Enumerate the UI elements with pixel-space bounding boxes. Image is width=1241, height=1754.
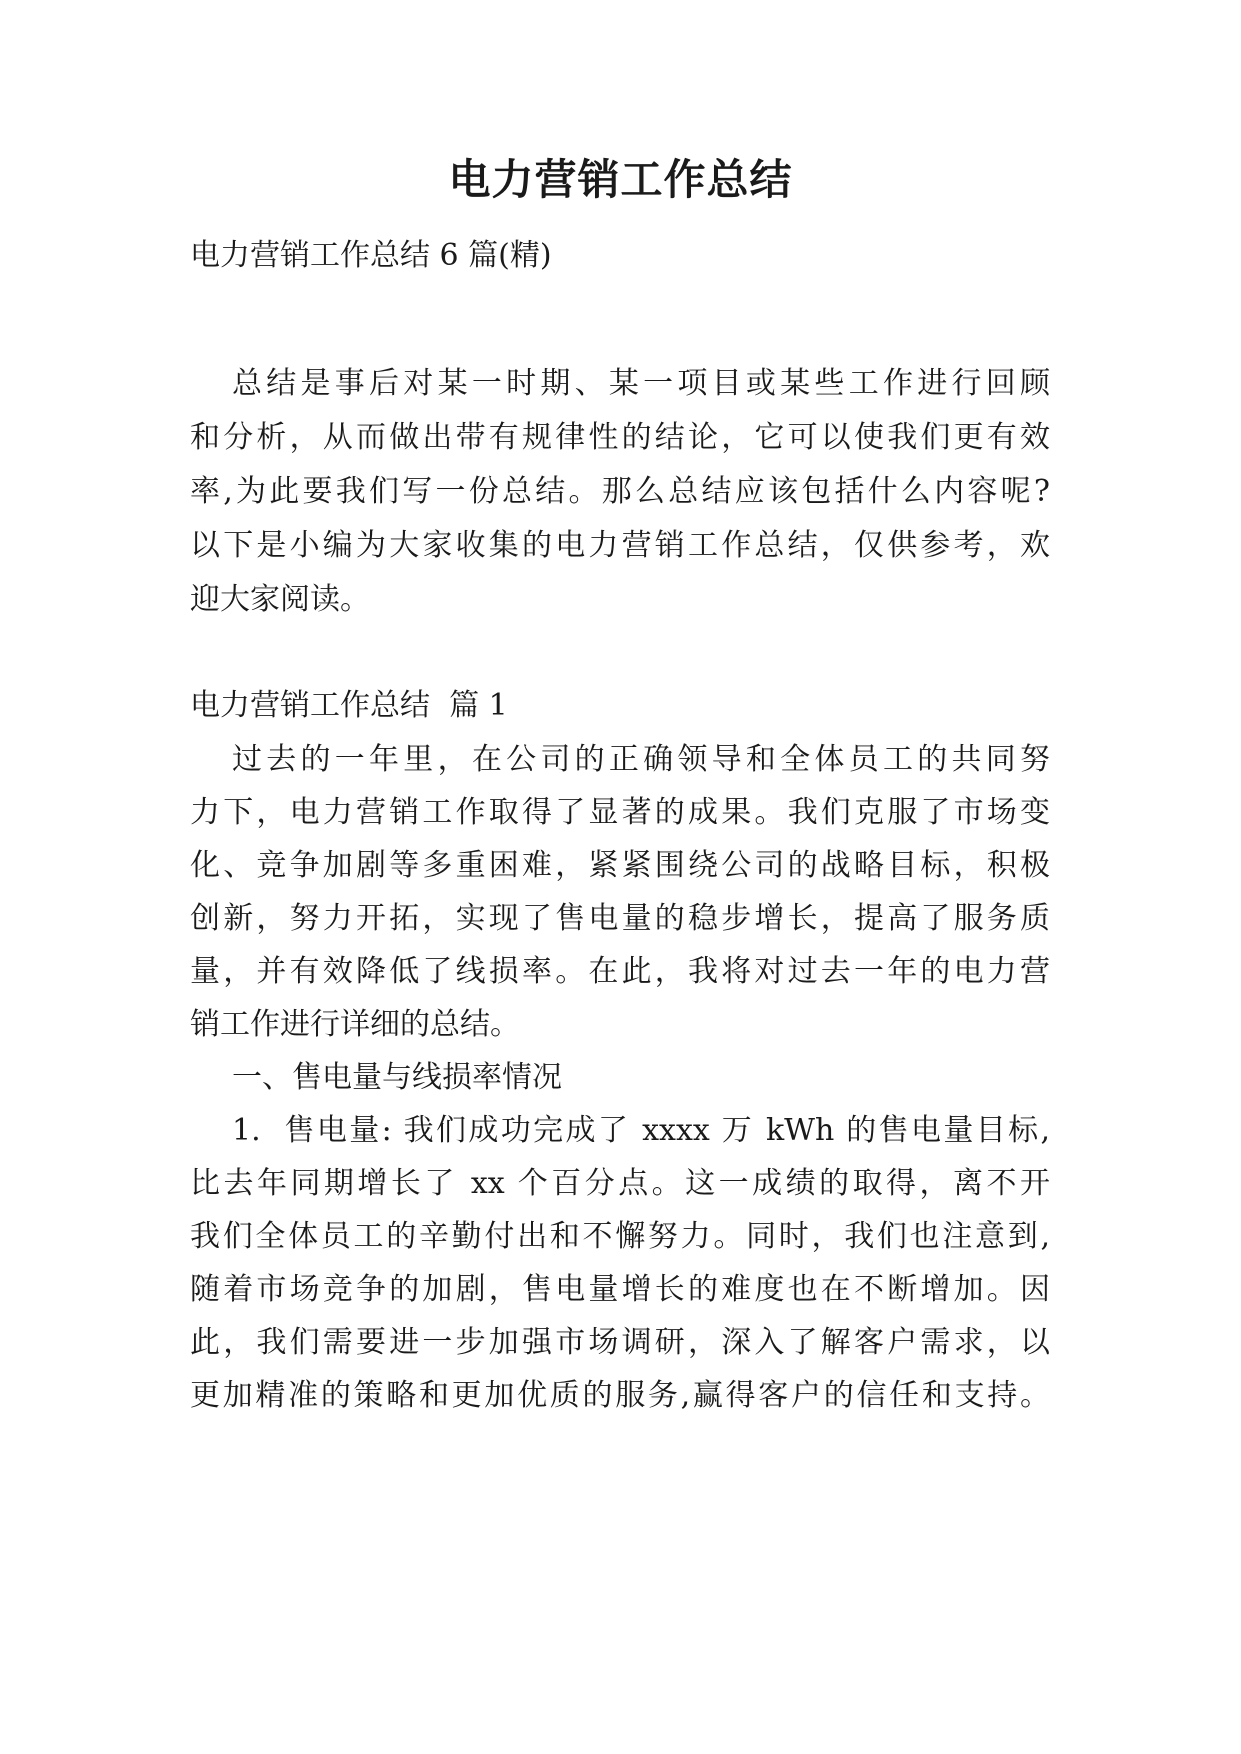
subheading: 一、售电量与线损率情况 [232,1060,562,1095]
intro-line: 和分析，从而做出带有规律性的结论，它可以使我们更有效 [190,420,1050,455]
item-line: 随着市场竞争的加剧，售电量增长的难度也在不断增加。因 [190,1272,1050,1307]
intro-line: 率,为此要我们写一份总结。那么总结应该包括什么内容呢? [190,474,1050,509]
item-line: 1. 售电量: 我们成功完成了 xxxx 万 kWh 的售电量目标, [232,1113,1050,1148]
document-subtitle: 电力营销工作总结 6 篇(精) [190,238,552,273]
intro-line: 以下是小编为大家收集的电力营销工作总结，仅供参考，欢 [190,528,1050,563]
item-line: 此，我们需要进一步加强市场调研，深入了解客户需求，以 [190,1325,1050,1360]
section-line: 力下，电力营销工作取得了显著的成果。我们克服了市场变 [190,795,1050,830]
item-line: 比去年同期增长了 xx 个百分点。这一成绩的取得，离不开 [190,1166,1050,1201]
section-line: 创新，努力开拓，实现了售电量的稳步增长，提高了服务质 [190,901,1050,936]
section-line: 化、竞争加剧等多重困难，紧紧围绕公司的战略目标，积极 [190,848,1050,883]
section-line: 过去的一年里，在公司的正确领导和全体员工的共同努 [232,742,1050,777]
section-heading: 电力营销工作总结 篇 1 [190,688,508,723]
section-line: 量，并有效降低了线损率。在此，我将对过去一年的电力营 [190,954,1050,989]
item-line: 更加精准的策略和更加优质的服务,赢得客户的信任和支持。 [190,1378,1050,1413]
intro-line: 迎大家阅读。 [190,582,370,617]
intro-line: 总结是事后对某一时期、某一项目或某些工作进行回顾 [232,366,1050,401]
section-line: 销工作进行详细的总结。 [190,1007,520,1042]
document-title: 电力营销工作总结 [448,155,793,204]
item-line: 我们全体员工的辛勤付出和不懈努力。同时，我们也注意到, [190,1219,1050,1254]
